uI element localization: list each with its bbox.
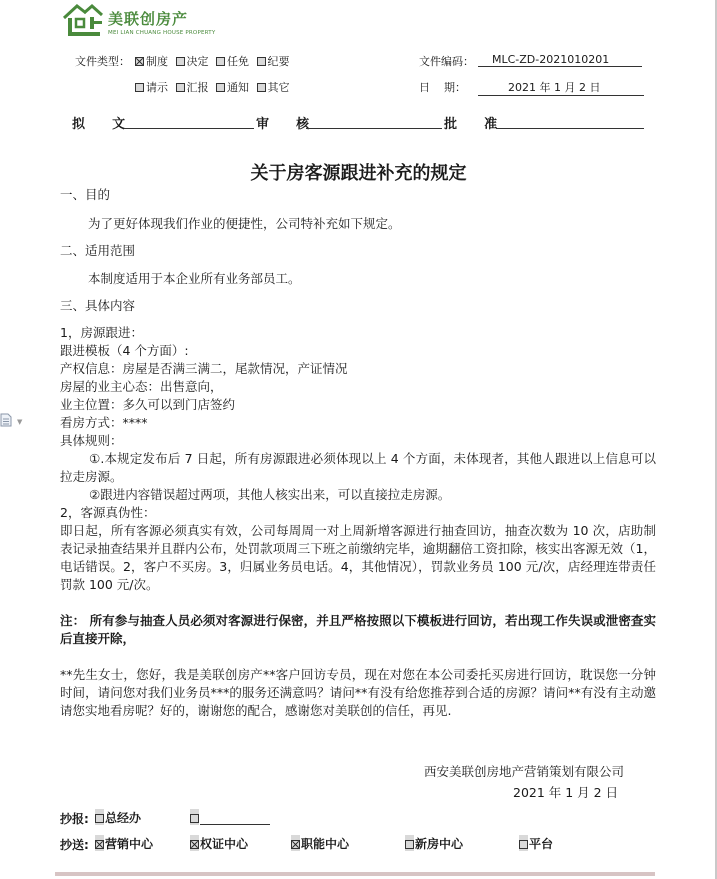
content-line: 房屋的业主心态：出售意向， [60,379,223,394]
doc-type-zhidu[interactable]: 制度 [135,55,168,68]
checkbox-checked-icon[interactable] [95,835,104,851]
content-line: 1，房源跟进： [60,325,143,340]
authenticity-paragraph: 即日起，所有客源必须真实有效，公司每周周一对上周新增客源进行抽查回访，抽查次数为 10 次，店助制表记录抽查结果并且群内公布，处罚款项周三下班之前缴纳完毕，逾期翻倍工资扣除，核实出客源无效（1，电话错误。2，客户不买房。3，归属业务员电话。4，其他情况），罚款业务员 100 元/次，店经理连带责任罚款 100 元/次。 [60,523,656,592]
checkbox-icon[interactable] [176,83,185,92]
doc-type-renmian[interactable]: 任免 [216,55,249,68]
draft-signature-line[interactable] [124,128,254,129]
house-logo-icon [62,3,104,37]
doc-code-value: MLC-ZD-2021010201 [478,53,642,67]
doc-type-row-2 [135,79,290,95]
content-line: 具体规则： [60,433,123,448]
doc-code-label: 文件编码： [419,55,474,68]
rule-1: ①.本规定发布后 7 日起，所有房源跟进必须体现以上 4 个方面，未体现者，其他人跟进以上信息可以拉走房源。 [60,451,656,484]
rule-2: ②跟进内容错误超过两项，其他人核实出来，可以直接拉走房源。 [89,487,451,502]
doc-type-qingshi[interactable]: 请示 [135,81,168,94]
checkbox-icon[interactable] [176,57,185,66]
chaosong-xinfang[interactable]: 新房中心 [405,835,463,852]
checkbox-icon[interactable] [135,83,144,92]
content-line: 2，客源真伪性： [60,505,156,520]
confidentiality-note: 注： 所有参与抽查人员必须对客源进行保密，并且严格按照以下模板进行回访，若出现工作失误或泄密查实后直接开除， [60,613,656,646]
approve-label: 批 准 [444,117,498,132]
checkbox-icon[interactable] [257,83,266,92]
page-bottom-strip [55,872,655,876]
approve-signature-line[interactable] [496,128,644,129]
checkbox-checked-icon[interactable] [190,835,199,851]
blank-line[interactable] [200,810,270,825]
footer-date: 2021 年 1 月 2 日 [513,785,619,800]
document-icon[interactable] [0,413,12,427]
draft-label: 拟 文 [72,117,126,132]
doc-type-tongzhi[interactable]: 通知 [216,81,249,94]
doc-date-value: 2021 年 1 月 2 日 [478,79,644,96]
checkbox-icon[interactable] [216,57,225,66]
chaobao-item[interactable]: 总经办 [95,809,141,826]
checkbox-icon[interactable] [216,83,225,92]
chaosong-zhineng[interactable]: 职能中心 [291,835,349,852]
checkbox-icon[interactable] [95,809,104,825]
doc-type-huibao[interactable]: 汇报 [176,81,209,94]
content-line: 跟进模板（4 个方面）: [60,343,189,358]
company-name: 西安美联创房地产营销策划有限公司 [424,764,625,779]
checkbox-icon[interactable] [405,835,414,851]
review-label: 审 核 [256,117,310,132]
chaosong-yingxiao[interactable]: 营销中心 [95,835,153,852]
chaosong-quanzheng[interactable]: 权证中心 [190,835,248,852]
callback-script: **先生女士，您好，我是美联创房产**客户回访专员，现在对您在本公司委托买房进行回访，耽误您一分钟时间，请问您对我们业务员***的服务还满意吗？请问**有没有给您推荐到合适的房源？请问**有没有主动邀请您实地看房呢？好的，谢谢您的配合，感谢您对美联创的信任，再见. [60,667,656,718]
doc-type-jiyao[interactable]: 纪要 [257,55,290,68]
logo-subtext: MEI LIAN CHUANG HOUSE PROPERTY [108,30,216,36]
checkbox-checked-icon[interactable] [291,835,300,851]
document-title: 关于房客源跟进补充的规定 [250,163,467,184]
review-signature-line[interactable] [306,128,442,129]
section-1-heading: 一、目的 [60,187,111,202]
section-2-heading: 二、适用范围 [60,243,136,258]
doc-date-label: 日 期： [419,81,466,94]
doc-type-row-1 [135,53,290,69]
section-2-text: 本制度适用于本企业所有业务部员工。 [88,271,301,286]
section-3-heading: 三、具体内容 [60,298,136,313]
doc-type-qita[interactable]: 其它 [257,81,290,94]
doc-type-jueding[interactable]: 决定 [176,55,209,68]
content-line: 看房方式：**** [60,415,148,430]
checkbox-icon[interactable] [519,835,528,851]
content-line: 业主位置：多久可以到门店签约 [60,397,236,412]
logo-text: 美联创房产 [108,10,189,28]
chaobao-label: 抄报: [60,812,89,826]
chaosong-label: 抄送: [60,838,89,852]
doc-type-label: 文件类型： [75,55,130,68]
checkbox-checked-icon[interactable] [135,57,144,66]
chaosong-pingtai[interactable]: 平台 [519,835,553,852]
checkbox-icon[interactable] [190,809,199,825]
content-line: 产权信息：房屋是否满三满二，尾款情况，产证情况 [60,361,348,376]
chevron-down-icon[interactable]: ▼ [17,418,23,426]
checkbox-icon[interactable] [257,57,266,66]
chaobao-extra[interactable] [190,809,270,825]
section-1-text: 为了更好体现我们作业的便捷性，公司特补充如下规定。 [88,216,401,231]
